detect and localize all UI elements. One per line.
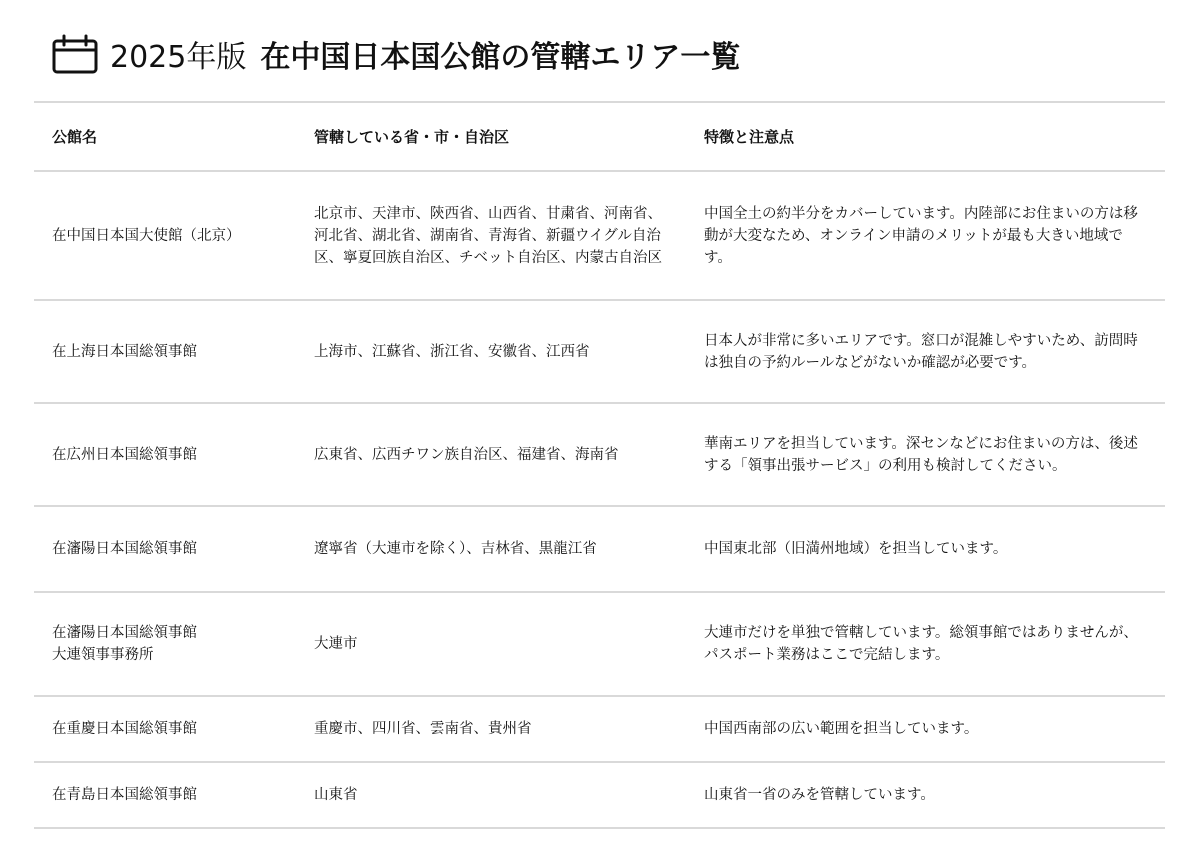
area-text: 上海市、江蘇省、浙江省、安徽省、江西省 xyxy=(314,343,590,360)
office-name-cell xyxy=(34,403,296,506)
area-cell xyxy=(296,403,686,506)
area-text: 重慶市、四川省、雲南省、貴州省 xyxy=(314,721,532,737)
calendar-icon xyxy=(52,34,98,74)
notes-text: 中国全土の約半分をカバーしています。内陸部にお住まいの方は移動が大変なため、オンライン申請のメリットが最も大きい地域です。 xyxy=(704,205,1138,266)
office-name-cell xyxy=(34,506,296,592)
office-name-cell xyxy=(34,171,296,300)
office-name-cell xyxy=(34,300,296,403)
table-row xyxy=(34,171,1165,300)
notes-cell xyxy=(686,762,1165,828)
table-row xyxy=(34,506,1165,592)
notes-cell xyxy=(686,403,1165,506)
notes-text: 日本人が非常に多いエリアです。窓口が混雑しやすいため、訪問時は独自の予約ルールなどがないか確認が必要です。 xyxy=(704,332,1138,371)
office-name: 在広州日本国総領事館 xyxy=(52,446,197,463)
column-header-office: 公館名 xyxy=(34,102,296,171)
title-year: 2025年版 xyxy=(110,40,247,75)
notes-text: 華南エリアを担当しています。深センなどにお住まいの方は、後述する「領事出張サービス」の利用も検討してください。 xyxy=(704,435,1138,474)
table-row xyxy=(34,300,1165,403)
jurisdiction-table xyxy=(34,101,1165,829)
office-name: 在瀋陽日本国総領事館 xyxy=(52,541,197,557)
area-cell xyxy=(296,696,686,762)
office-name: 在重慶日本国総領事館 xyxy=(52,721,197,737)
table-row xyxy=(34,403,1165,506)
area-text: 大連市 xyxy=(314,636,358,652)
office-name: 在中国日本国大使館（北京） xyxy=(52,227,241,244)
office-name-sub: 大連領事事務所 xyxy=(52,647,154,663)
table-row xyxy=(34,696,1165,762)
notes-cell xyxy=(686,300,1165,403)
column-header-notes: 特徴と注意点 xyxy=(686,102,1165,171)
notes-cell xyxy=(686,506,1165,592)
table-row xyxy=(34,592,1165,696)
office-name: 在青島日本国総領事館 xyxy=(52,787,197,803)
area-cell xyxy=(296,592,686,696)
area-cell xyxy=(296,762,686,828)
page-header xyxy=(52,32,740,76)
table-header-row xyxy=(34,102,1165,171)
area-text: 北京市、天津市、陝西省、山西省、甘粛省、河南省、河北省、湖北省、湖南省、青海省、新疆ウイグル自治区、寧夏回族自治区、チベット自治区、内蒙古自治区 xyxy=(314,205,662,266)
office-name: 在上海日本国総領事館 xyxy=(52,343,197,360)
area-cell xyxy=(296,506,686,592)
area-text: 遼寧省（大連市を除く）、吉林省、黒龍江省 xyxy=(314,541,597,557)
notes-cell xyxy=(686,171,1165,300)
notes-cell xyxy=(686,592,1165,696)
notes-text: 山東省一省のみを管轄しています。 xyxy=(704,787,935,803)
notes-text: 中国西南部の広い範囲を担当しています。 xyxy=(704,721,979,737)
notes-cell xyxy=(686,696,1165,762)
office-name: 在瀋陽日本国総領事館 xyxy=(52,625,197,641)
office-name-cell xyxy=(34,696,296,762)
column-header-area: 管轄している省・市・自治区 xyxy=(296,102,686,171)
area-text: 山東省 xyxy=(314,787,358,803)
area-text: 広東省、広西チワン族自治区、福建省、海南省 xyxy=(314,446,619,463)
table-row xyxy=(34,762,1165,828)
notes-text: 中国東北部（旧満州地域）を担当しています。 xyxy=(704,541,1008,557)
office-name-cell xyxy=(34,762,296,828)
area-cell xyxy=(296,171,686,300)
page-title: 在中国日本国公館の管轄エリア一覧 xyxy=(260,40,741,75)
office-name-cell xyxy=(34,592,296,696)
area-cell xyxy=(296,300,686,403)
notes-text: 大連市だけを単独で管轄しています。総領事館ではありませんが、パスポート業務はここで完結します。 xyxy=(704,625,1138,663)
